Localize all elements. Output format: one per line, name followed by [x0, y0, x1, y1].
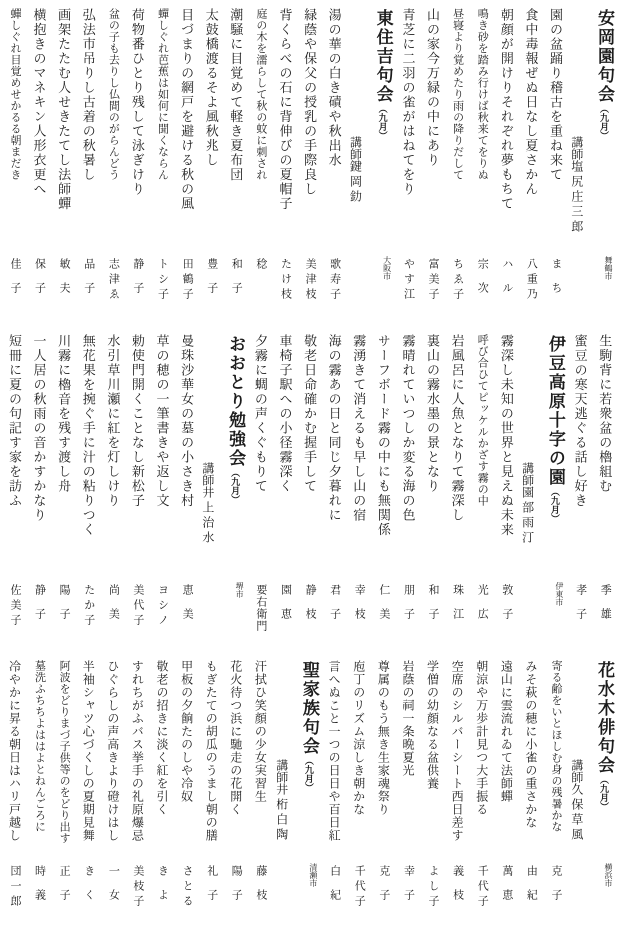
haiku-author: 幸子 [402, 865, 415, 913]
haiku-column [174, 334, 199, 654]
haiku-author: 豊子 [205, 258, 218, 306]
section-title-text: おおとり勉強会 [226, 335, 246, 468]
haiku-author: 克子 [377, 865, 390, 913]
section-title [547, 335, 564, 523]
lecturer-line [349, 136, 361, 205]
haiku-text: 学僧の幼顔なる盆供養 [425, 660, 440, 790]
haiku-author: 敏夫 [58, 258, 71, 306]
haiku-column [297, 334, 322, 654]
haiku-text: 無花果を捥ぐ手に汁の粘りつく [80, 334, 96, 537]
section-header [273, 660, 322, 927]
haiku-text: 緑蔭や保父の授乳の手際良し [302, 8, 318, 197]
haiku-text: 蟬しぐれ芭蕉は如何に聞くならん [156, 8, 169, 181]
haiku-column [494, 8, 519, 328]
haiku-text: 水引草川瀬に紅を灯しけり [105, 334, 121, 508]
haiku-author: 宗次 [476, 258, 489, 306]
section-header [568, 660, 617, 927]
haiku-text: 墓洗ふちちよははよとねんごろに [33, 660, 46, 833]
haiku-text: 草の穂の一筆書きや返し文 [154, 334, 170, 508]
haiku-text: 蜜豆の寒天逃ぐる話し好き [572, 334, 588, 508]
haiku-author: 時義 [33, 865, 46, 913]
haiku-column [445, 8, 470, 328]
haiku-text: 岩風呂に人魚となりて霧深し [449, 334, 465, 523]
haiku-text: 寄る齢をいとほしむ身の残暑かな [550, 660, 563, 833]
haiku-author: 美枝子 [131, 865, 144, 910]
haiku-author: 千代子 [476, 865, 489, 910]
haiku-text: みそ萩の穂に小雀の重さかな [523, 660, 538, 829]
haiku-text: 一人居の秋雨の音かすかなり [31, 334, 47, 523]
band-2 [2, 334, 617, 654]
section-month: （九月） [230, 468, 241, 504]
haiku-author: やす江 [402, 258, 415, 303]
haiku-text: 鳴き砂を踏み行けば秋来てをりぬ [476, 8, 489, 181]
lecturer-label: 講師 [569, 758, 584, 783]
section-title-text: 花水木俳句会 [595, 661, 614, 775]
band-1 [2, 8, 617, 328]
haiku-text: 霧晴れていつしか変る海の色 [400, 334, 416, 523]
haiku-author: 恵美 [181, 584, 194, 632]
haiku-column [445, 660, 470, 927]
haiku-text: ひぐらしの声高きより磴けはし [105, 660, 120, 842]
haiku-text: 汗拭ひ笑顔の少女実習生 [253, 660, 268, 803]
haiku-author: 白紀 [328, 865, 341, 913]
haiku-text: 甲板の夕餉たのしや冷奴 [179, 660, 194, 803]
lecturer-line [571, 136, 583, 235]
haiku-author: ハル [500, 258, 513, 306]
haiku-column [543, 8, 568, 328]
haiku-column [346, 334, 371, 654]
haiku-column [174, 660, 199, 927]
haiku-column [568, 334, 593, 654]
haiku-column [420, 660, 445, 927]
haiku-author: 由紀 [525, 865, 538, 913]
haiku-author: 富美子 [427, 258, 440, 303]
haiku-column [248, 8, 273, 328]
haiku-author: 団一郎 [8, 865, 21, 910]
haiku-author: 陽子 [58, 584, 71, 632]
haiku-text: 海の霧あの日と同じ夕暮れに [326, 334, 342, 523]
haiku-author: 静子 [131, 258, 144, 306]
haiku-column [469, 8, 494, 328]
haiku-author: 萬恵 [500, 865, 513, 913]
haiku-column [51, 660, 76, 927]
haiku-column [469, 660, 494, 927]
haiku-author: 静子 [33, 584, 46, 632]
haiku-column [519, 8, 544, 328]
haiku-text: 湯の華の白き磧や秋出水 [326, 8, 342, 168]
haiku-text: 言へぬこと一つの日日や百日紅 [327, 660, 342, 842]
haiku-column [543, 660, 568, 927]
lecturer-name: 井上治水 [200, 486, 215, 546]
section-month: （九月） [303, 756, 314, 792]
lecturer-line [202, 462, 214, 546]
haiku-text: 背くらべの石に背伸びの夏帽子 [277, 8, 293, 211]
haiku-column [396, 334, 421, 654]
haiku-column [224, 8, 249, 328]
haiku-text: 敬老日命確かむ握手して [302, 334, 318, 494]
haiku-text: 裏山の霧水墨の景となり [425, 334, 441, 494]
haiku-column [420, 8, 445, 328]
section-header [346, 8, 395, 328]
haiku-author: たか子 [82, 584, 95, 629]
haiku-text: 半袖シャツ心づくしの夏期見舞 [81, 660, 96, 842]
haiku-column [322, 334, 347, 654]
haiku-author: 品子 [82, 258, 95, 306]
haiku-column [2, 334, 27, 654]
haiku-author: 君子 [328, 584, 341, 632]
haiku-author: よし子 [427, 865, 440, 910]
section-month: （九月） [377, 104, 388, 140]
haiku-author: 和子 [427, 584, 440, 632]
haiku-author: 仁美 [377, 584, 390, 632]
section-title-text: 東住吉句会 [373, 9, 393, 104]
haiku-column [224, 660, 249, 927]
haiku-column [469, 334, 494, 654]
haiku-author: 稔 [254, 258, 267, 282]
lecturer-label: 講師 [200, 462, 215, 486]
haiku-column [76, 334, 101, 654]
haiku-column [494, 660, 519, 927]
haiku-text: 霧湧きて消えるも早し山の宿 [351, 334, 367, 523]
haiku-text: 阿波をどりまづ子供等のをどり出す [58, 660, 71, 844]
band-3 [2, 660, 617, 927]
haiku-author: 八重乃 [525, 258, 538, 303]
haiku-text: 霧深し未知の世界と見えぬ未来 [498, 334, 514, 537]
city-label: 大阪市 [382, 256, 392, 280]
haiku-column [125, 660, 150, 927]
section-title-text: 安岡園句会 [595, 9, 614, 104]
haiku-column [76, 660, 101, 927]
haiku-text: 遠山に雲流れゐて法師蟬 [499, 660, 514, 803]
haiku-column [248, 334, 273, 654]
lecturer-name: 井桁白陶 [274, 782, 289, 843]
haiku-author: 田鶴子 [181, 258, 194, 303]
haiku-column [125, 8, 150, 328]
haiku-column [346, 660, 371, 927]
haiku-text: 冷やかに昇る朝日はハリ戸越し [7, 660, 22, 842]
haiku-column [27, 660, 52, 927]
section-header [199, 334, 248, 654]
haiku-text: 空席のシルバーシート西日差す [450, 660, 465, 842]
haiku-text: 夕霧に蜩の声くぐもりて [252, 334, 268, 494]
haiku-author: 正子 [58, 865, 71, 913]
lecturer-line [276, 759, 288, 843]
haiku-author: 千代子 [353, 865, 366, 910]
haiku-column [396, 660, 421, 927]
haiku-column [51, 8, 76, 328]
haiku-author: さとる [181, 865, 194, 910]
haiku-author: トシ子 [156, 258, 169, 303]
city-label: 舞鶴市 [604, 256, 613, 280]
section-header [519, 334, 568, 654]
haiku-text: 勅使門開くことなし新松子 [129, 334, 145, 508]
haiku-text: 横抱きのマネキン人形衣更へ [31, 8, 47, 197]
haiku-text: 車椅子駅への小径霧深く [277, 334, 293, 494]
haiku-author: 佐美子 [8, 584, 21, 629]
lecturer-line [571, 759, 583, 843]
haiku-author: 光広 [476, 584, 489, 632]
haiku-column [322, 8, 347, 328]
haiku-column [592, 334, 617, 654]
lecturer-label: 講師 [348, 136, 363, 160]
haiku-column [371, 334, 396, 654]
haiku-author: 志津ゑ [107, 258, 120, 303]
haiku-author: 一女 [107, 865, 120, 913]
section-month: （九月） [549, 487, 560, 523]
city-label: 伊東市 [554, 582, 564, 606]
haiku-column [494, 334, 519, 654]
haiku-author: 静枝 [304, 584, 317, 632]
section-title [227, 335, 244, 504]
haiku-author: 藤枝 [254, 865, 267, 913]
haiku-author: ちゑ子 [451, 258, 464, 303]
haiku-text: 青芝に二羽の雀がはねてをり [400, 8, 416, 197]
haiku-text: 盆の子も去りし仏間のがらんどう [107, 8, 120, 181]
haiku-text: 画架たたむ人せきたてし法師蟬 [56, 8, 72, 211]
haiku-author: 陽子 [230, 865, 243, 913]
section-title [375, 9, 392, 140]
haiku-column [27, 334, 52, 654]
haiku-author: 佳子 [8, 258, 21, 306]
haiku-column [248, 660, 273, 927]
haiku-column [199, 660, 224, 927]
haiku-author: 美津枝 [304, 258, 317, 303]
haiku-author: 園恵 [279, 584, 292, 632]
haiku-author: 礼子 [205, 865, 218, 913]
haiku-author: きく [82, 865, 95, 913]
haiku-text: 敬老の招きに淡く紅を引く [155, 660, 170, 816]
lecturer-name: 園部雨汀 [520, 486, 535, 546]
haiku-column [101, 8, 126, 328]
haiku-author: 美代子 [131, 584, 144, 629]
haiku-text: 尊属のもう無き生家魂祭り [376, 660, 391, 816]
haiku-text: 生駒背に若衆盆の櫓組む [597, 334, 613, 494]
haiku-text: 庭の木を濡らして秋の蚊に刺され [254, 8, 267, 181]
lecturer-name: 久保草風 [569, 782, 584, 843]
section-title [596, 9, 613, 140]
haiku-column [297, 8, 322, 328]
haiku-author: まち [550, 258, 563, 306]
haiku-text: 太鼓橋渡るそよ風秋兆し [203, 8, 219, 168]
haiku-text: 山の家今万緑の中にあり [425, 8, 441, 168]
haiku-column [396, 8, 421, 328]
haiku-author: 克子 [550, 865, 563, 913]
lecturer-name: 塩尻庄三郎 [569, 160, 584, 235]
haiku-text: 昼寝より覚めたり雨の降りだして [451, 8, 464, 181]
section-title-text: 伊豆高原十字の園 [545, 335, 565, 487]
lecturer-label: 講師 [520, 462, 535, 486]
haiku-column [420, 334, 445, 654]
section-title [301, 661, 318, 792]
haiku-column [101, 660, 126, 927]
haiku-author: ヨシノ [156, 584, 169, 629]
haiku-column [101, 334, 126, 654]
haiku-text: 弘法市吊りし古着の秋暑し [80, 8, 96, 182]
haiku-column [2, 660, 27, 927]
haiku-text: すれちがふバス挙手の礼原爆忌 [130, 660, 145, 842]
haiku-column [273, 8, 298, 328]
haiku-author: 義枝 [451, 865, 464, 913]
haiku-author: 朋子 [402, 584, 415, 632]
haiku-column [150, 660, 175, 927]
city-label: 清瀬市 [308, 863, 318, 887]
haiku-author: 尚美 [107, 584, 120, 632]
haiku-text: 短冊に夏の句記す家を訪ふ [6, 334, 22, 508]
city-label: 堺市 [235, 582, 245, 598]
haiku-author: 歌寿子 [328, 258, 341, 303]
haiku-text: 目づまりの網戸を避ける秋の風 [179, 8, 195, 211]
haiku-author: 和子 [230, 258, 243, 306]
haiku-text: 荷物番ひとり残して泳ぎけり [129, 8, 145, 197]
haiku-column [2, 8, 27, 328]
haiku-text: 岩蔭の祠一条晩夏光 [400, 660, 415, 777]
haiku-author: たけ枝 [279, 258, 292, 303]
haiku-author: 幸枝 [353, 584, 366, 632]
haiku-author: 珠江 [451, 584, 464, 632]
haiku-column [199, 8, 224, 328]
haiku-text: 曼珠沙華女の墓の小さき村 [179, 334, 195, 508]
city-label: 横浜市 [604, 863, 613, 887]
section-header [568, 8, 617, 328]
haiku-author: 敦子 [500, 584, 513, 632]
haiku-column [322, 660, 347, 927]
haiku-author: 季雄 [599, 584, 612, 632]
haiku-text: 花火待つ浜に馳走の花開く [228, 660, 243, 816]
haiku-column [150, 8, 175, 328]
section-month: （九月） [599, 104, 609, 140]
lecturer-name: 鍵岡釛 [348, 160, 363, 205]
section-title [596, 661, 613, 811]
haiku-column [51, 334, 76, 654]
haiku-text: 庖丁のリズム涼しき朝かな [351, 660, 366, 816]
section-title-text: 聖家族句会 [299, 661, 319, 756]
haiku-text: 呼び合ひてピッケルかざす霧の中 [476, 334, 489, 507]
lecturer-label: 講師 [569, 136, 584, 160]
haiku-text: 蟬しぐれ目覚めせかるる朝まだき [8, 8, 21, 181]
haiku-column [174, 8, 199, 328]
haiku-text: もぎたての胡瓜のうまし朝の膳 [204, 660, 219, 842]
haiku-column [273, 334, 298, 654]
haiku-column [27, 8, 52, 328]
haiku-text: 潮騒に目覚めて軽き夏布団 [228, 8, 244, 182]
haiku-column [150, 334, 175, 654]
haiku-column [519, 660, 544, 927]
haiku-column [445, 334, 470, 654]
haiku-author: きよ [156, 865, 169, 913]
haiku-text: 園の盆踊り稽古を重ね来て [548, 8, 564, 182]
haiku-column [125, 334, 150, 654]
haiku-text: 食中毒報ぜぬ日なし夏さかん [523, 8, 539, 197]
haiku-author: 保子 [33, 258, 46, 306]
haiku-text: 朝涼や万歩計見つ大手振る [474, 660, 489, 816]
haiku-text: サーフボード霧の中にも無関係 [375, 334, 391, 537]
haiku-author: 孝子 [574, 584, 587, 632]
haiku-column [76, 8, 101, 328]
haiku-text: 朝顔が開けりそれぞれ夢もちて [498, 8, 514, 211]
lecturer-label: 講師 [274, 758, 289, 783]
lecturer-line [522, 462, 534, 546]
haiku-column [371, 660, 396, 927]
haiku-text: 川霧に櫓音を残す渡し舟 [56, 334, 72, 494]
section-month: （九月） [599, 775, 609, 811]
haiku-author: 要右衛門 [254, 584, 267, 632]
